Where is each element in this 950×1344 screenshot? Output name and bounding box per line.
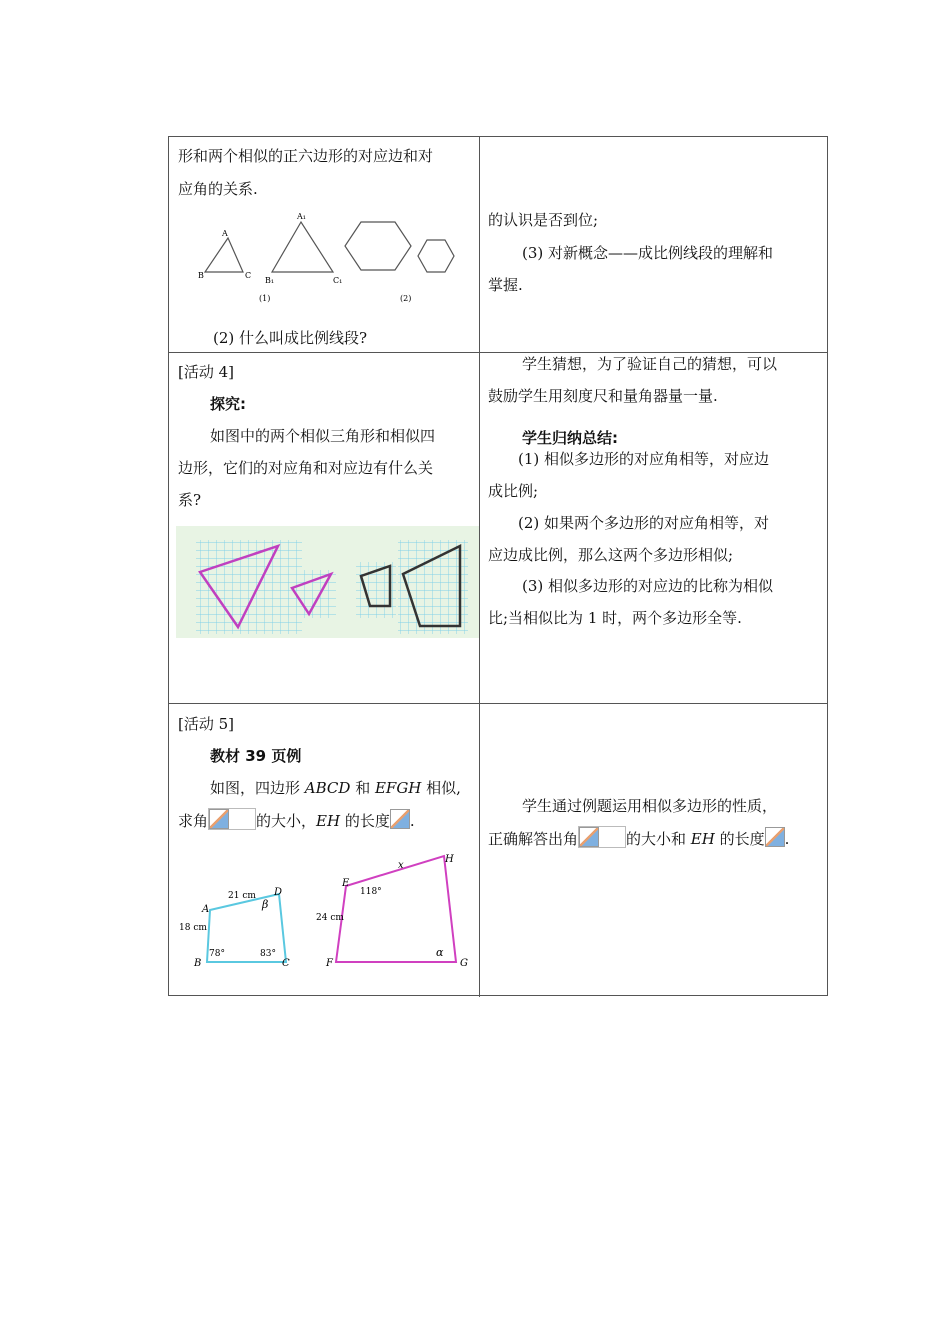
text-part: 的大小， [256,812,317,830]
row1-right-line1: 的认识是否到位; [488,211,599,229]
angle-e: 118° [360,887,382,897]
caption-1: (1) [259,294,271,303]
length-ef: 24 cm [316,913,344,923]
summary-item-1: (1) 相似多边形的对应角相等，对应边 [518,450,770,468]
label-e: E [342,878,350,889]
activity5-text1 [210,778,461,798]
row1-left-line1: 形和两个相似的正六边形的对应边和对 [178,147,434,165]
length-ad: 21 cm [228,891,256,901]
activity4-text3: 系? [178,491,202,509]
row1-question-2: (2) 什么叫成比例线段? [213,329,368,347]
label-b: B [198,271,204,280]
row-divider [169,352,827,353]
label-c: C [245,271,252,280]
label-c1: C₁ [333,276,343,285]
activity5-subheading: 教材 39 页例 [210,747,302,765]
side-x: x [398,860,404,871]
label-a: A [222,229,228,238]
activity5-heading: [活动 5] [178,715,235,733]
row-divider [169,703,827,704]
text-part: 求角 [178,812,209,830]
label-h: H [445,854,454,865]
angle-alpha: α [436,946,444,959]
caption-2: (2) [400,294,412,303]
text-part: 相似, [421,779,461,797]
quadrilateral-figure [176,846,476,976]
row2-right-text2: 鼓励学生用刻度尺和量角器量一量. [488,387,718,405]
summary-item-3-cont: 比;当相似比为 1 时，两个多边形全等. [488,609,742,627]
row2-right-text1: 学生猜想，为了验证自己的猜想，可以 [522,355,778,373]
label-d: D [274,887,283,898]
quad-efgh: EFGH [374,779,422,797]
label-g: G [460,958,468,969]
text-part: 如图，四边形 [210,779,305,797]
text-part: 的长度 [714,830,765,848]
broken-image-icon [578,826,626,848]
label-b: B [194,958,202,969]
summary-item-2-cont: 应边成比例，那么这两个多边形相似; [488,546,734,564]
activity4-subheading: 探究: [210,395,246,413]
segment-eh: EH [316,812,341,830]
text-part: . [784,830,790,848]
activity4-text1: 如图中的两个相似三角形和相似四 [210,427,436,445]
text-part: . [409,812,415,830]
broken-image-icon [765,827,785,847]
segment-eh: EH [690,830,715,848]
summary-item-2: (2) 如果两个多边形的对应角相等，对 [518,514,770,532]
summary-item-1-cont: 成比例; [488,482,539,500]
triangle-hexagon-figure [195,208,465,308]
row1-left-line2: 应角的关系. [178,180,258,198]
column-divider [479,137,480,997]
broken-image-icon [208,808,256,830]
summary-item-3: (3) 相似多边形的对应边的比称为相似 [522,577,774,595]
text-part: 和 [350,779,375,797]
angle-b: 78° [209,949,225,959]
label-a: A [202,904,210,915]
row3-right-text2 [488,826,789,849]
label-a1: A₁ [297,212,306,221]
text-part: 的长度 [340,812,390,830]
row2-summary-heading: 学生归纳总结: [522,429,618,447]
activity4-heading: [活动 4] [178,363,235,381]
label-c: C [282,958,290,969]
label-f: F [326,958,333,969]
length-ab: 18 cm [179,923,207,933]
activity5-text2 [178,808,415,831]
activity4-text2: 边形，它们的对应角和对应边有什么关 [178,459,434,477]
angle-c: 83° [260,949,276,959]
broken-image-icon [390,809,410,829]
label-b1: B₁ [265,276,275,285]
quad-abcd: ABCD [304,779,351,797]
text-part: 正确解答出角 [488,830,579,848]
angle-beta: β [262,898,269,911]
row1-right-line3: 掌握. [488,276,523,294]
similar-shapes-grid-figure [176,526,479,638]
row1-right-line2: (3) 对新概念——成比例线段的理解和 [522,244,774,262]
text-part: 的大小和 [626,830,691,848]
row3-right-text1: 学生通过例题运用相似多边形的性质， [522,797,778,815]
